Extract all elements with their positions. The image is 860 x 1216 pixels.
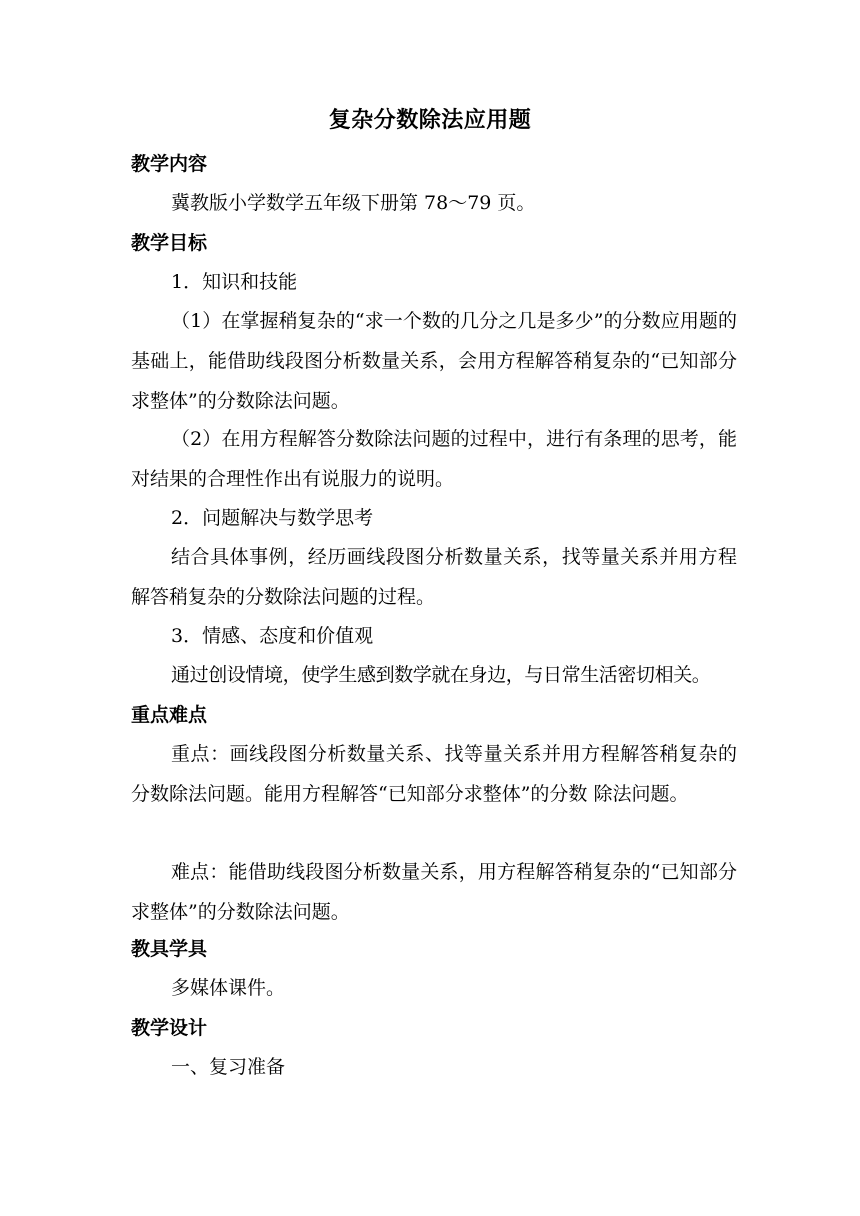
paragraph-focus: 重点：画线段图分析数量关系、找等量关系并用方程解答稍复杂的分数除法问题。能用方程解答“已知部分求整体”的分数 除法问题。 bbox=[131, 743, 737, 805]
paragraph-difficulty: 难点：能借助线段图分析数量关系，用方程解答稍复杂的“已知部分求整体”的分数除法问题。 bbox=[131, 861, 737, 923]
heading-key-difficulties: 重点难点 bbox=[131, 704, 208, 726]
subheading-attitudes-values: 3．情感、态度和价值观 bbox=[171, 625, 374, 647]
paragraph-problem-solving: 结合具体事例，经历画线段图分析数量关系，找等量关系并用方程解答稍复杂的分数除法问题的过程。 bbox=[131, 546, 737, 608]
paragraph-teaching-tools: 多媒体课件。 bbox=[171, 977, 286, 999]
heading-teaching-content: 教学内容 bbox=[131, 153, 208, 175]
paragraph-attitudes-values: 通过创设情境，使学生感到数学就在身边，与日常生活密切相关。 bbox=[171, 664, 711, 686]
heading-teaching-design: 教学设计 bbox=[131, 1017, 208, 1039]
paragraph-review-preparation: 一、复习准备 bbox=[171, 1056, 286, 1078]
subheading-knowledge-skills: 1．知识和技能 bbox=[171, 271, 298, 293]
heading-teaching-tools: 教具学具 bbox=[131, 938, 208, 960]
paragraph-goal-item-2: （2）在用方程解答分数除法问题的过程中，进行有条理的思考，能对结果的合理性作出有说服力的说明。 bbox=[131, 428, 737, 490]
paragraph-goal-item-1: （1）在掌握稍复杂的“求一个数的几分之几是多少”的分数应用题的基础上，能借助线段图分析数量关系，会用方程解答稍复杂的“已知部分求整体”的分数除法问题。 bbox=[131, 310, 737, 412]
document-title: 复杂分数除法应用题 bbox=[328, 107, 532, 133]
paragraph-teaching-content: 冀教版小学数学五年级下册第 78～79 页。 bbox=[171, 192, 536, 214]
subheading-problem-solving: 2．问题解决与数学思考 bbox=[171, 507, 374, 529]
heading-teaching-goals: 教学目标 bbox=[131, 232, 208, 254]
